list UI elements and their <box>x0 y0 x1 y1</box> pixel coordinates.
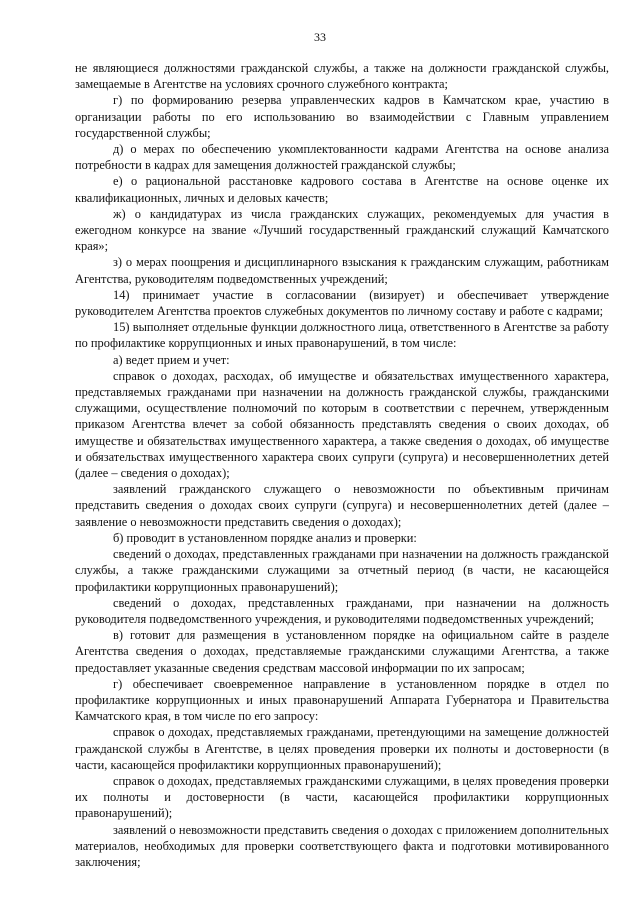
paragraph: ж) о кандидатурах из числа гражданских служащих, рекомендуемых для участия в ежегодном конкурсе на звание «Лучший государственный гражданский служащий Камчатского края»; <box>75 206 609 254</box>
paragraph: заявлений гражданского служащего о невозможности по объективным причинам представить сведения о доходах своих супруги (супруга) и несовершеннолетних детей (далее – заявление о невозможности представить сведения о доходах); <box>75 482 609 529</box>
paragraph: з) о мерах поощрения и дисциплинарного взыскания к гражданским служащим, работникам Агентства, руководителям подведомственных учреждений; <box>75 255 609 286</box>
paragraph: 14) принимает участие в согласовании (визирует) и обеспечивает утверждение руководителем Агентства проектов служебных документов по личному составу и работе с кадрами; <box>75 287 609 319</box>
paragraph: в) готовит для размещения в установленном порядке на официальном сайте в разделе Агентства сведения о доходах, представляемые гражданскими служащими Агентства, а также предоставляет указанные сведения средствам массовой информации по их запросам; <box>75 628 609 675</box>
paragraph: е) о рациональной расстановке кадрового состава в Агентстве на основе оценке их квалификационных, личных и деловых качеств; <box>75 174 609 205</box>
paragraph: сведений о доходах, представленных гражданами при назначении на должность гражданской службы, а также гражданскими служащими за отчетный период (в части, не касающейся профилактики коррупционных правонарушений); <box>75 547 609 594</box>
paragraph: заявлений о невозможности представить сведения о доходах с приложением дополнительных материалов, необходимых для проверки соответствующего факта и подготовки мотивированного заключения; <box>75 822 609 869</box>
paragraph: не являющиеся должностями гражданской службы, а также на должности гражданской службы, замещаемые в Агентстве на условиях срочного служебного контракта; <box>75 61 609 92</box>
paragraph: г) обеспечивает своевременное направление в установленном порядке в отдел по профилактике коррупционных и иных правонарушений Аппарата Губернатора и Правительства Камчатского края, в том числе по его запросу: <box>75 676 609 724</box>
paragraph: справок о доходах, расходах, об имуществе и обязательствах имущественного характера, представляемых гражданами при назначении на должность гражданской службы, гражданскими служащими, осуществление полномочий по которым в соответствии с перечнем, утвержденным приказом Агентства влечет за собой обязанность представлять сведения о своих доходах, об имуществе и обязательствах имущественного характера, а также сведения о доходах, об имуществе и обязательствах имущественного характера своих супруги (супруга) и несовершеннолетних детей (далее – сведения о доходах); <box>75 368 609 481</box>
document-body <box>75 60 609 870</box>
page-number: 33 <box>314 30 326 44</box>
paragraph: а) ведет прием и учет: <box>113 352 230 367</box>
paragraph: г) по формированию резерва управленческих кадров в Камчатском крае, участию в организации работы по его использованию во взаимодействии с Главным управлением государственной службы; <box>75 93 609 140</box>
paragraph: б) проводит в установленном порядке анализ и проверки: <box>113 530 417 545</box>
paragraph: д) о мерах по обеспечению укомплектованности кадрами Агентства на основе анализа потребности в кадрах для замещения должностей гражданской службы; <box>75 142 609 173</box>
paragraph: сведений о доходах, представленных гражданами, при назначении на должность руководителя подведомственного учреждения, и руководителями подведомственных учреждений; <box>75 595 609 626</box>
paragraph: справок о доходах, представляемых гражданскими служащими, в целях проведения проверки их полноты и достоверности (в части, касающейся профилактики коррупционных правонарушений); <box>75 773 609 821</box>
paragraph: 15) выполняет отдельные функции должностного лица, ответственного в Агентстве за работу по профилактике коррупционных и иных правонарушений, в том числе: <box>75 320 609 351</box>
paragraph: справок о доходах, представляемых гражданами, претендующими на замещение должностей гражданской службы в Агентстве, в целях проведения проверки их полноты и достоверности (в части, касающейся профилактики коррупционных правонарушений); <box>75 725 609 772</box>
